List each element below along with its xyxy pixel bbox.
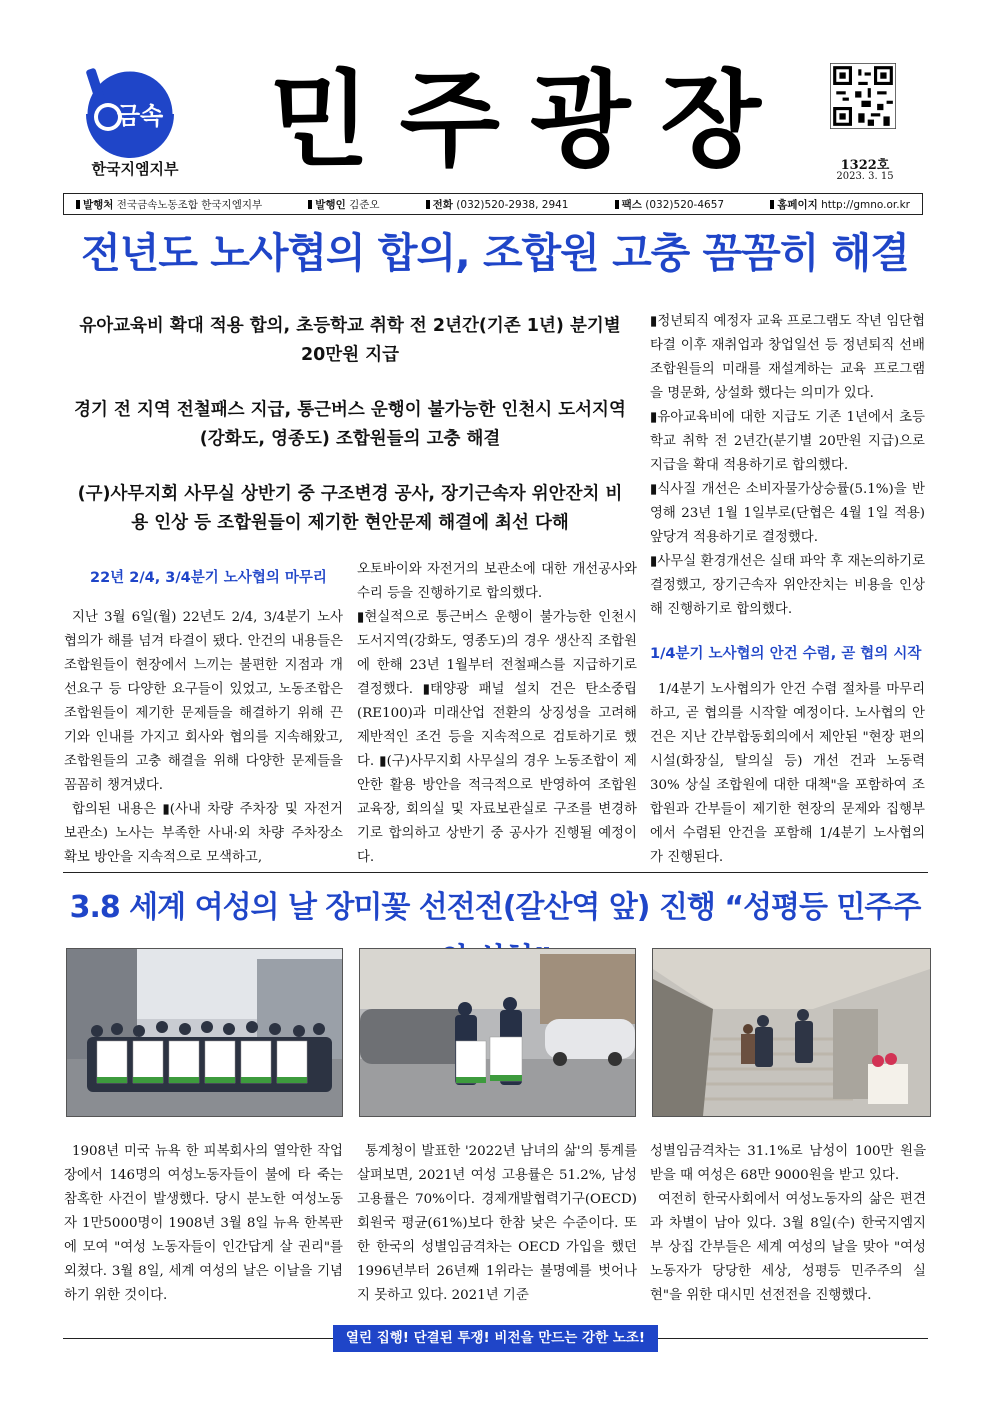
paragraph: 합의된 내용은 ▮(사내 차량 주차장 및 자전거 보관소) 노사는 부족한 사내·외 차량 주차장소 확보 방안을 지속적으로 모색하고, (64, 802, 343, 865)
article2-headline: 3.8 세계 여성의 날 장미꽃 선전전(갈산역 앞) 진행 “성평등 민주주 (69, 890, 921, 925)
paragraph: 성별임금격차는 31.1%로 남성이 100만 원을 받을 때 여성은 68만 9000원을 받고 있다. (650, 1144, 926, 1183)
publisher-info: 발행처 전국금속노동조합 한국지엠지부 (76, 197, 262, 212)
publication-info-bar (63, 193, 923, 215)
summary-item: (구)사무지회 사무실 상반기 중 구조변경 공사, 장기근속자 위안잔치 비용 인상 등 조합원들이 제기한 현안문제 해결에 최선 다해 (77, 484, 623, 533)
photo-station-stairs (652, 948, 931, 1117)
paragraph: ▮유아교육비에 대한 지급도 기존 1년에서 초등학교 취학 전 2년간(분기별 20만원 지급)으로 지급을 확대 적용하기로 합의했다. (650, 410, 925, 473)
summary-item: 경기 전 지역 전철패스 지급, 통근버스 운행이 불가능한 인천시 도서지역(강화도, 영종도) 조합원들의 고충 해결 (74, 400, 626, 449)
issue-number: 1322호 (840, 158, 890, 173)
paragraph: 1/4분기 노사협의가 안건 수렴 절차를 마무리하고, 곧 협의를 시작할 예정이다. 노사협의 안건은 지난 간부합동회의에서 제안된 "현장 편의시설(화장실, 탈의실 등) 개선 건과 노동력 30% 상실 조합원에 대한 대책"을 포함하여 조합원과 간부들이 제기한 현장의 문제와 집행부에서 수렴된 안건을 포함해 1/4분기 노사협의가 진행된다. (650, 682, 925, 865)
section-divider (63, 872, 928, 873)
paragraph: ▮현실적으로 통근버스 운행이 불가능한 인천시 도서지역(강화도, 영종도)의 경우 생산직 조합원에 한해 23년 1월부터 전철패스를 지급하기로 결정했다. ▮태양광 패널 설치 건은 탄소중립(RE100)과 미래산업 전환의 상징성을 고려해 제반적인 조건 등을 지속적으로 검토하기로 했다. ▮(구)사무지회 사무실의 경우 노동조합이 제안한 활용 방안을 적극적으로 반영하여 조합원 교육장, 회의실 및 자료보관실로 구조를 변경하기로 합의하고 상반기 중 공사가 진행될 예정이다. (357, 610, 637, 865)
paragraph: ▮식사질 개선은 소비자물가상승률(5.1%)을 반영해 23년 1월 1일부로(단협은 4월 1일 적용) 앞당겨 적용하기로 결정했다. (650, 482, 925, 545)
union-logo (78, 62, 178, 162)
qr-code-icon[interactable] (830, 63, 896, 129)
article1-column-1 (64, 606, 343, 870)
issuer-info: 발행인 김준오 (308, 197, 379, 212)
footer-slogan-banner: 열린 집행! 단결된 투쟁! 비전을 만드는 강한 노조! (333, 1325, 658, 1352)
article2-column-3 (650, 1140, 926, 1308)
article2-column-2 (357, 1140, 637, 1308)
paragraph: 여전히 한국사회에서 여성노동자의 삶은 편견과 차별이 남아 있다. 3월 8일(수) 한국지엠지부 상집 간부들은 세계 여성의 날을 맞아 "여성노동자가 당당한 세상, 성평등 민주주의 실현"을 위한 대시민 선전전을 진행했다. (650, 1192, 926, 1303)
article1-column-2 (357, 558, 637, 870)
photo-street-campaign (359, 948, 636, 1117)
article1-column-3-cont (650, 678, 925, 870)
logo-text: 금속 (116, 102, 164, 130)
footer-rule-right (658, 1338, 928, 1339)
paragraph: ▮사무실 환경개선은 실태 파악 후 재논의하기로 결정했고, 장기근속자 위안잔치는 비용을 인상해 진행하기로 합의했다. (650, 554, 925, 617)
article2-column-1 (64, 1140, 343, 1308)
paragraph: 오토바이와 자전거의 보관소에 대한 개선공사와 수리 등을 진행하기로 합의했다. (357, 562, 637, 601)
paragraph: ▮정년퇴직 예정자 교육 프로그램도 작년 임단협 타결 이후 재취업과 창업일선 등 정년퇴직 선배조합원들의 미래를 재설계하는 교육 프로그램을 명문화, 상설화 했다는 의미가 있다. (650, 314, 925, 401)
photo-group-campaign (66, 948, 343, 1117)
article1-headline: 전년도 노사협의 합의, 조합원 고충 꼼꼼히 해결 (81, 229, 909, 277)
paragraph: 통계청이 발표한 '2022년 남녀의 삶'의 통계를 살펴보면, 2021년 여성 고용률은 51.2%, 남성 고용률은 70%이다. 경제개발협력기구(OECD) 회원국 평균(61%)보다 한참 낮은 수준이다. 또한 한국의 성별임금격차는 OECD 가입을 했던 1996년부터 26년째 1위라는 불명예를 벗어나지 못하고 있다. 2021년 기준 (357, 1144, 637, 1303)
section-title-q1: 1/4분기 노사협의 안건 수렴, 곧 협의 시작 (650, 646, 922, 662)
paragraph: 지난 3월 6일(월) 22년도 2/4, 3/4분기 노사협의가 해를 넘겨 타결이 됐다. 안건의 내용들은 조합원들이 현장에서 느끼는 불편한 지점과 개선요구 등 다양한 요구들이 있었고, 노동조합은 조합원들이 제기한 문제들을 해결하기 위해 끈기와 인내를 가지고 회사와 협의를 지속해왔고, 조합원들의 고충 해결을 위해 다양한 문제들을 꼼꼼히 챙겨냈다. (64, 610, 343, 793)
issue-date: 2023. 3. 15 (836, 171, 894, 182)
footer-rule-left (63, 1338, 333, 1339)
website-info[interactable]: 홈페이지 http://gmno.or.kr (770, 197, 910, 212)
article1-column-3 (650, 310, 925, 622)
summary-item: 유아교육비 확대 적용 합의, 초등학교 취학 전 2년간(기존 1년) 분기별 20만원 지급 (79, 316, 621, 365)
phone-info: 전화 (032)520-2938, 2941 (426, 197, 569, 212)
fax-info: 팩스 (032)520-4657 (615, 197, 724, 212)
logo-subtitle: 한국지엠지부 (91, 160, 179, 178)
article1-summary (70, 312, 630, 564)
section-title-q23: 22년 2/4, 3/4분기 노사협의 마무리 (90, 570, 327, 586)
paragraph: 1908년 미국 뉴욕 한 피복회사의 열악한 작업장에서 146명의 여성노동자들이 불에 타 죽는 참혹한 사건이 발생했다. 당시 분노한 여성노동자 1만5000명이 1908년 3월 8일 뉴욕 한복판에 모여 "여성 노동자들이 인간답게 살 권리"를 외쳤다. 3월 8일, 세계 여성의 날은 이날을 기념하기 위한 것이다. (64, 1144, 343, 1303)
newspaper-title: 민주광장 (269, 59, 791, 181)
